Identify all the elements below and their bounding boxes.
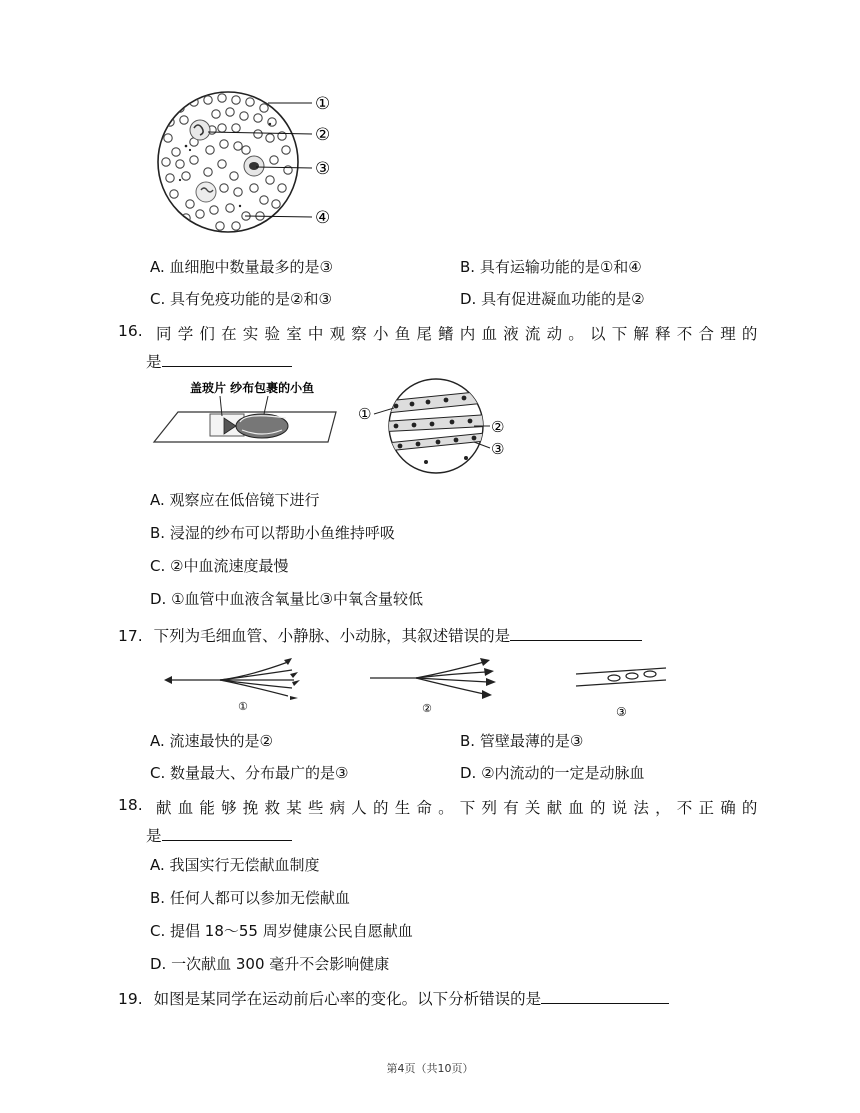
fish-slide-caption: 盖玻片 纱布包裹的小鱼 xyxy=(190,381,315,395)
fin-label-1: ① xyxy=(358,405,372,423)
q18-stem-end: 是 xyxy=(146,827,162,845)
q19-stem: 如图是某同学在运动前后心率的变化。以下分析错误的是 xyxy=(153,990,542,1008)
vessel-label-3: ③ xyxy=(616,705,627,719)
fin-microscope-figure xyxy=(356,376,516,476)
white-blood-cell xyxy=(190,120,210,140)
q15-option-d: D. 具有促进凝血功能的是② xyxy=(460,290,645,308)
q16-stem: 同学们在实验室中观察小鱼尾鳍内血液流动。以下解释不合理的 xyxy=(156,325,764,343)
q17-option-c: C. 数量最大、分布最广的是③ xyxy=(150,764,349,782)
q17-answer-blank[interactable] xyxy=(510,626,642,641)
white-blood-cell-2 xyxy=(244,156,264,176)
q18-number: 18. xyxy=(118,796,143,814)
q17-option-a: A. 流速最快的是② xyxy=(150,732,273,750)
q19-line xyxy=(118,987,669,1009)
q19-answer-blank[interactable] xyxy=(541,989,669,1004)
white-blood-cell-3 xyxy=(196,182,216,202)
q17-stem: 下列为毛细血管、小静脉、小动脉，其叙述错误的是 xyxy=(153,627,511,645)
q17-line xyxy=(118,624,642,646)
q18-option-c: C. 提倡 18～55 周岁健康公民自愿献血 xyxy=(150,922,413,940)
q16-option-a: A. 观察应在低倍镜下进行 xyxy=(150,491,320,509)
q16-option-b: B. 浸湿的纱布可以帮助小鱼维持呼吸 xyxy=(150,524,395,542)
q16-stem-end: 是 xyxy=(146,353,162,371)
q17-option-d: D. ②内流动的一定是动脉血 xyxy=(460,764,645,782)
vessel-figure-3 xyxy=(570,652,680,722)
page-footer: 第4页（共10页） xyxy=(386,1062,474,1075)
blood-smear-figure xyxy=(150,88,340,238)
q15-option-b: B. 具有运输功能的是①和④ xyxy=(460,258,642,276)
fish-slide-figure xyxy=(150,376,340,448)
q15-option-a: A. 血细胞中数量最多的是③ xyxy=(150,258,333,276)
q18-option-b: B. 任何人都可以参加无偿献血 xyxy=(150,889,350,907)
fig15-label-1: ① xyxy=(315,94,331,114)
q17-option-b: B. 管壁最薄的是③ xyxy=(460,732,584,750)
q16-answer-blank[interactable] xyxy=(162,352,292,367)
q19-number: 19. xyxy=(118,990,143,1008)
q18-answer-blank[interactable] xyxy=(162,826,292,841)
fig15-label-4: ④ xyxy=(315,208,331,228)
smear-boundary xyxy=(158,92,298,232)
fin-label-3: ③ xyxy=(491,440,505,458)
fig15-label-2: ② xyxy=(315,125,331,145)
q15-option-c: C. 具有免疫功能的是②和③ xyxy=(150,290,332,308)
q16-option-d: D. ①血管中血液含氧量比③中氧含量较低 xyxy=(150,590,423,608)
vessel-figure-2 xyxy=(360,652,510,716)
fig15-label-3: ③ xyxy=(315,159,331,179)
vessel-label-1: ① xyxy=(238,700,248,712)
vessel-figure-1 xyxy=(160,652,320,712)
q16-option-c: C. ②中血流速度最慢 xyxy=(150,557,289,575)
q17-number: 17. xyxy=(118,627,143,645)
fin-label-2: ② xyxy=(491,418,505,436)
q16-number: 16. xyxy=(118,322,143,340)
q18-stem: 献血能够挽救某些病人的生命。下列有关献血的说法，不正确的 xyxy=(156,799,764,817)
q18-option-d: D. 一次献血 300 毫升不会影响健康 xyxy=(150,955,390,973)
q16-stem-line2 xyxy=(146,350,292,372)
q18-stem-line2 xyxy=(146,824,292,846)
q18-option-a: A. 我国实行无偿献血制度 xyxy=(150,856,320,874)
vessel-label-2: ② xyxy=(422,702,432,715)
